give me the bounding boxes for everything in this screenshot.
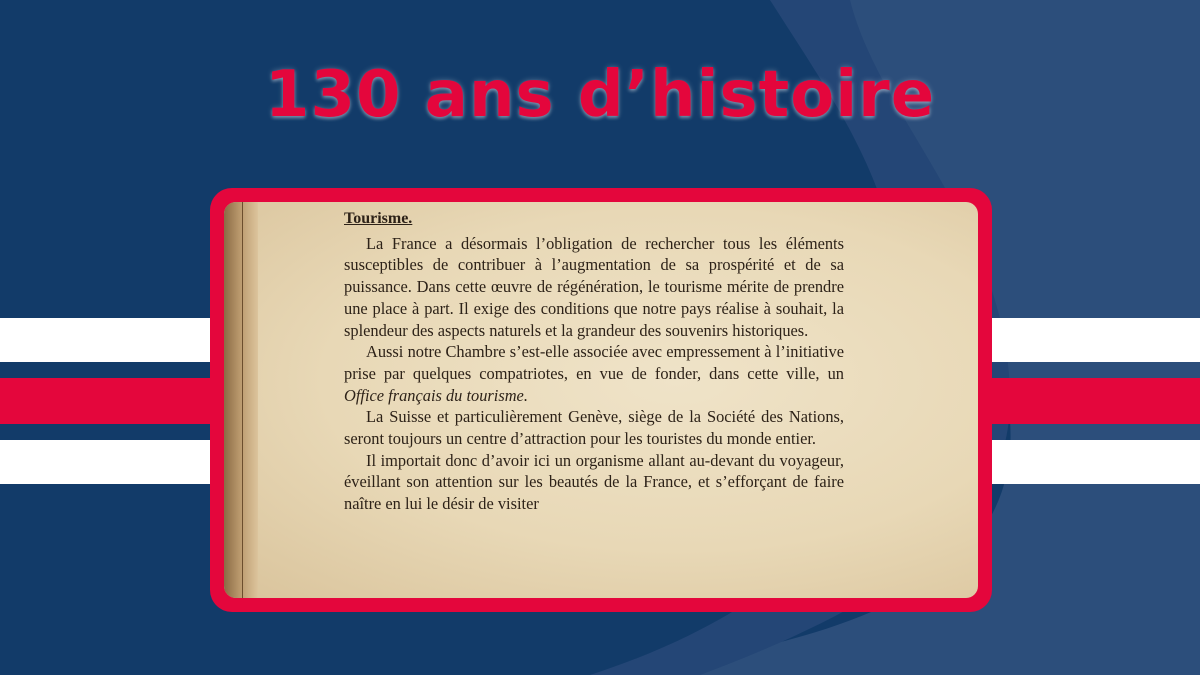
book-spine-line [242,202,243,598]
document-italic-phrase: Office français du tourisme. [344,385,528,405]
document-heading: Tourisme. [344,210,413,227]
book-spine-shadow [224,202,258,598]
document-paragraph-1: La France a désormais l’obligation de rechercher tous les éléments susceptibles de contribuer à l’augmentation de sa prospérité et de sa puissance. Dans cette œuvre de régénération, le tourisme mérite de prendre une place à part. Il exige des conditions que notre pays réalise à souhait, la splendeur des aspects naturels et la grandeur des souvenirs historiques. [344,233,844,340]
document-paragraph-4: Il importait donc d’avoir ici un organisme allant au-devant du voyageur, éveillant son attention sur les beautés de la France, et s’efforçant de faire naître en lui le désir de visiter [344,450,844,514]
document-paragraph-2: Aussi notre Chambre s’est-elle associée avec empressement à l’initiative prise par quelques compatriotes, en vue de fonder, dans cette ville, un Office français du tourisme. [344,342,844,405]
document-text [344,208,844,515]
archive-document-scan [224,202,978,598]
page-title: 130 ans d’histoire [264,58,936,132]
document-paragraph-3: La Suisse et particulièrement Genève, siège de la Société des Nations, seront toujours un centre d’attraction pour les touristes du monde entier. [344,407,844,449]
